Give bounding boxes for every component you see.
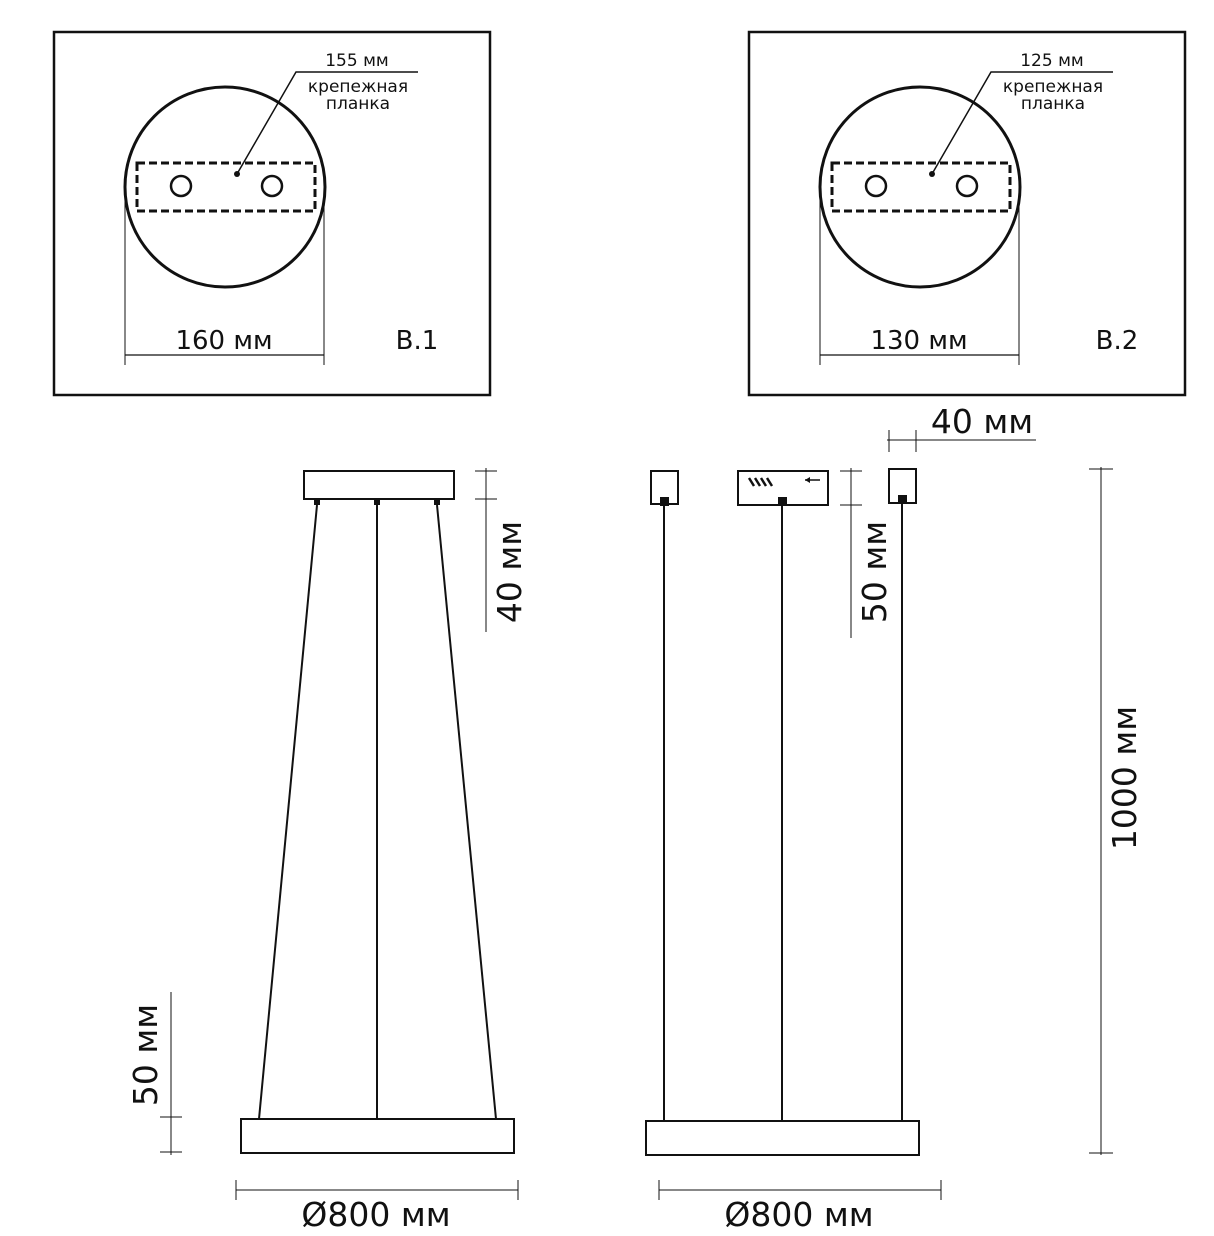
ring-diameter-label-left: Ø800 мм: [301, 1195, 451, 1234]
driver-clamp: [778, 497, 787, 506]
strip-length-b2: 125 мм: [1020, 51, 1084, 71]
cable-clamp-2: [374, 499, 380, 505]
ring-height-label: 50 мм: [126, 1003, 165, 1107]
ring-left: [241, 1119, 514, 1153]
cable-clamp-1: [314, 499, 320, 505]
canopy-left: [304, 471, 454, 499]
suspension-cable-left: [259, 505, 317, 1119]
driver-arrow-icon: [805, 477, 820, 483]
screw-hole-right-b2: [957, 176, 977, 196]
screw-hole-left-b1: [171, 176, 191, 196]
panel-b1: [54, 32, 490, 395]
left-view: [126, 468, 529, 1234]
driver-marking-icon: [749, 478, 772, 486]
canopy-height-label: 40 мм: [490, 520, 529, 624]
canopy-circle-b1: [125, 87, 325, 287]
diameter-label-b2: 130 мм: [870, 326, 968, 356]
mounting-strip-b2: [832, 163, 1010, 211]
strip-label-line2-b1: планка: [325, 94, 391, 114]
ring-right: [646, 1121, 919, 1155]
strip-label-line1-b1: крепежная: [307, 77, 409, 97]
strip-length-b1: 155 мм: [325, 51, 389, 71]
variant-label-b1: B.1: [395, 326, 439, 356]
ceiling-clip-left-clamp: [660, 497, 669, 506]
canopy-circle-b2: [820, 87, 1020, 287]
ceiling-clip-right-clamp: [898, 495, 907, 504]
diameter-label-b1: 160 мм: [175, 326, 273, 356]
cable-clamp-3: [434, 499, 440, 505]
strip-label-line1-b2: крепежная: [1002, 77, 1104, 97]
driver-height-label: 50 мм: [855, 520, 894, 624]
variant-label-b2: B.2: [1095, 326, 1139, 356]
right-view: [646, 402, 1144, 1234]
screw-hole-left-b2: [866, 176, 886, 196]
total-height-label: 1000 мм: [1105, 705, 1144, 851]
screw-hole-right-b1: [262, 176, 282, 196]
mounting-strip-b1: [137, 163, 315, 211]
panel-b2: [749, 32, 1185, 395]
ring-diameter-label-right: Ø800 мм: [724, 1195, 874, 1234]
clip-width-label: 40 мм: [930, 402, 1034, 441]
suspension-cable-right: [437, 505, 496, 1119]
strip-label-line2-b2: планка: [1020, 94, 1086, 114]
